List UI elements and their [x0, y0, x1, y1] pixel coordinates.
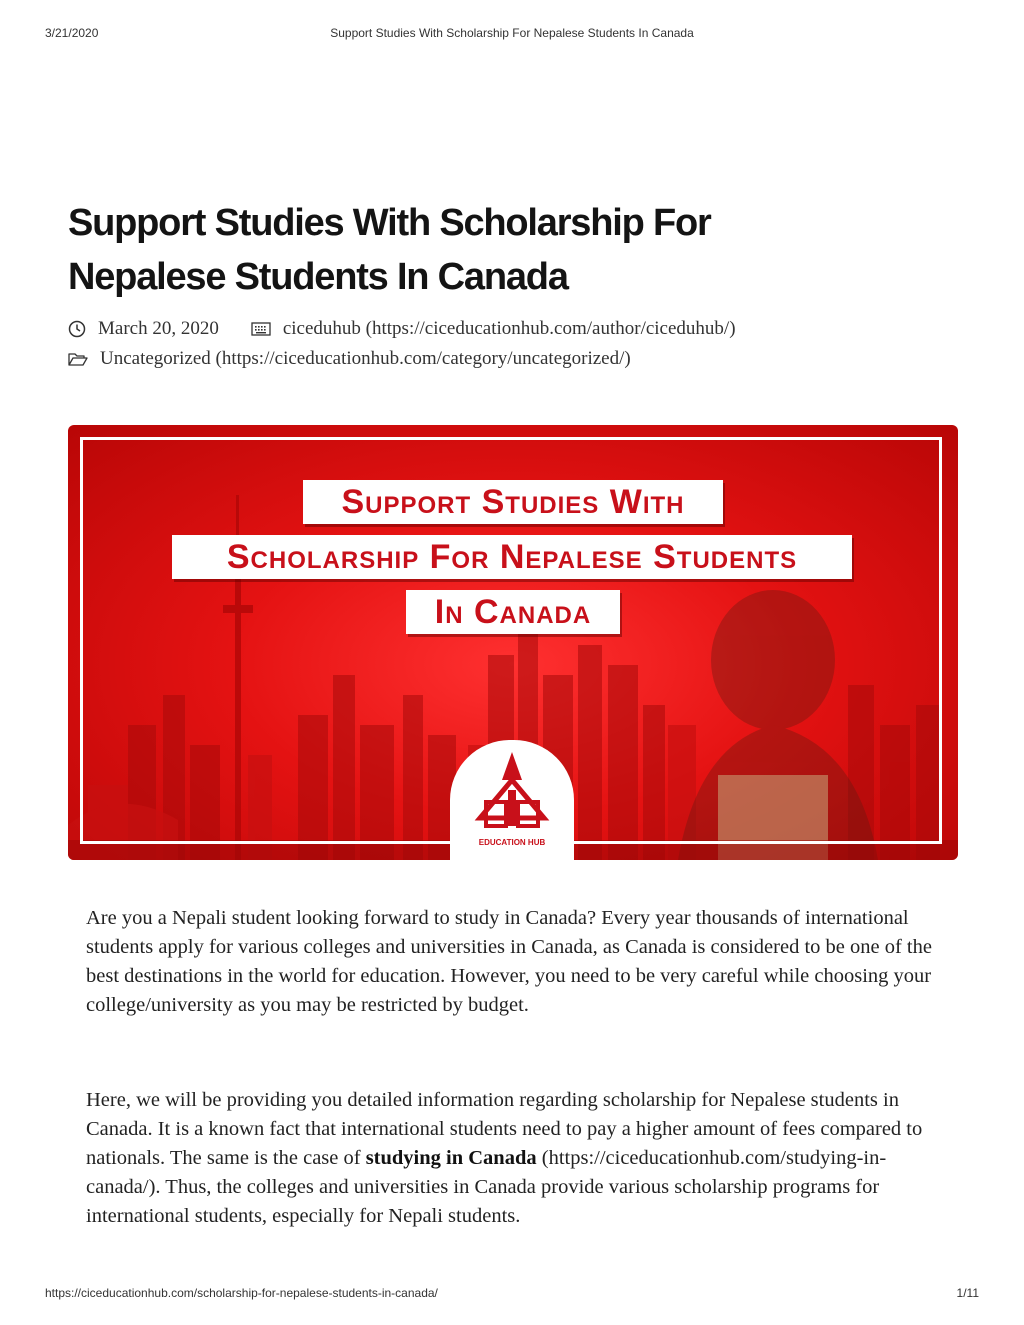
print-page-title: Support Studies With Scholarship For Nepalese Students In Canada	[330, 26, 694, 40]
logo-emblem-icon	[450, 740, 574, 840]
second-paragraph	[86, 1086, 946, 1231]
banner-heading-line-3: In Canada	[406, 590, 620, 634]
banner-heading-line-1: Support Studies With	[303, 480, 723, 524]
post-date: March 20, 2020	[98, 318, 219, 339]
keyboard-icon	[251, 322, 271, 336]
post-category-link[interactable]: Uncategorized (https://ciceducationhub.com/category/uncategorized/)	[100, 348, 631, 369]
intro-paragraph: Are you a Nepali student looking forward to study in Canada? Every year thousands of international students apply for various colleges and universities in Canada, as Canada is considered to be one of the best destinations in the world for education. However, you need to be very careful while choosing your college/university as you may be restricted by budget.	[86, 907, 932, 1016]
post-category	[68, 348, 631, 370]
print-date: 3/21/2020	[45, 26, 99, 40]
studying-in-canada-link[interactable]: studying in Canada	[365, 1147, 537, 1169]
print-url: https://ciceducationhub.com/scholarship-for-nepalese-students-in-canada/	[45, 1286, 438, 1300]
clock-icon	[68, 320, 86, 338]
post-meta	[68, 318, 736, 340]
featured-image	[68, 425, 958, 860]
folder-icon	[68, 351, 88, 367]
education-hub-logo	[450, 740, 574, 860]
post-author-link[interactable]: ciceduhub (https://ciceducationhub.com/author/ciceduhub/)	[282, 318, 736, 339]
paragraph-text: Here, we will be providing you detailed information regarding scholarship for Nepalese students in Canada. It is a known fact that international students need to pay a higher amount of fees compared to nationals. The same is the case of	[86, 1089, 923, 1169]
logo-text: EDUCATION HUB	[478, 838, 546, 847]
page-number: 1/11	[956, 1286, 979, 1300]
banner-heading-line-2: Scholarship For Nepalese Students	[172, 535, 852, 579]
article-title: Support Studies With Scholarship For Nepalese Students In Canada	[68, 202, 711, 298]
paragraph-text: (https://ciceducationhub.com/studying-in-canada/). Thus, the colleges and universities in Canada provide various scholarship programs for international students, especially for Nepali students.	[86, 1147, 887, 1227]
